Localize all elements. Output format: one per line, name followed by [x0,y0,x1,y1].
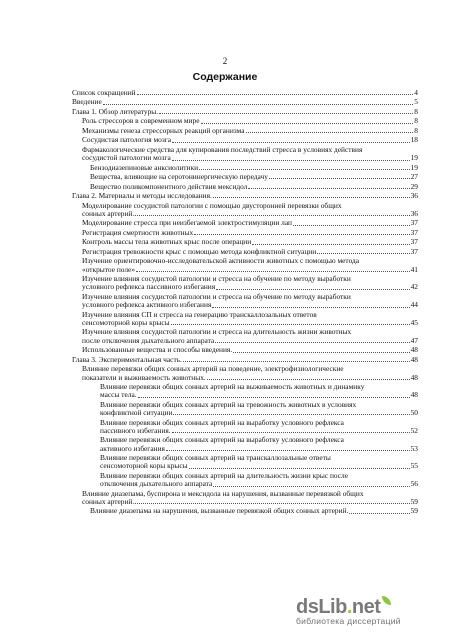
toc-entry[interactable] [72,238,418,246]
leader-dots [269,178,410,179]
table-of-contents [72,89,418,517]
leader-dots [173,414,409,415]
toc-entry[interactable] [72,401,418,418]
toc-page-number: 8 [414,125,418,135]
leader-dots [207,379,410,380]
toc-entry[interactable] [72,419,418,436]
toc-page-number: 59 [410,496,418,506]
leader-dots [189,468,410,469]
toc-page-number: 19 [410,153,418,163]
toc-entry-line: Влияние перевязки общих сонных артерий на длительность жизни крыс после [100,470,349,480]
toc-page-number: 48 [410,390,418,400]
leader-dots [213,197,410,198]
toc-entry-text: Глава 1. Обзор литературы. [72,107,159,116]
toc-entry-text: Вещества, влияющие на серотонинергическую передачу [90,173,268,182]
leader-dots [137,94,414,95]
toc-entry-line: Изучение влияния сосудистой патологии и стресса на обучение по методу выработки [82,291,351,301]
watermark-subtitle: библиотека диссертаций [296,616,401,626]
leader-dots [252,244,409,245]
leader-dots [138,397,410,398]
leader-dots [172,160,410,161]
toc-entry-line: Влияние перевязки общих сонных артерий на выработку условного рефлекса [100,417,344,427]
toc-entry-text: Введение [72,98,102,107]
toc-entry[interactable] [72,275,418,292]
toc-entry[interactable] [72,202,418,219]
toc-entry-line: Влияние перевязки общих сонных артерий на поведение, электрофизиологические [82,364,344,374]
toc-entry[interactable] [72,311,418,328]
toc-entry[interactable] [72,173,418,181]
toc-entry-text: показатели и выживаемость животных. [82,373,206,382]
toc-entry-text: конфликтной ситуации [100,409,173,418]
toc-entry[interactable] [72,98,418,106]
toc-entry-text: Вещество поликомпонентного действия мексидол [90,182,248,191]
toc-entry-text: сосудистой патологии мозга [82,154,171,163]
toc-entry[interactable] [72,248,418,256]
toc-entry-line: Фармакологические средства для купирования последствий стресса в условиях действия [82,144,363,154]
toc-entry-text: сенсомоторной коры крысы [100,462,188,471]
toc-entry[interactable] [72,219,418,227]
toc-entry-text: Контроль массы тела животных крыс после операции [82,238,252,247]
toc-page-number: 18 [410,135,418,145]
toc-entry-text: сонных артерий. [82,497,135,506]
toc-entry[interactable] [72,436,418,453]
leader-dots [199,169,410,170]
toc-entry-text: условного рефлекса пассивного избегания [82,283,216,292]
leader-dots [213,486,409,487]
leader-dots [233,352,409,353]
toc-entry-line: Изучение влияния СП и стресса на генерацию транскаллозальных ответов [82,309,317,319]
toc-page-number: 44 [410,300,418,310]
toc-page-number: 37 [410,218,418,228]
toc-page-number: 42 [410,282,418,292]
toc-page-number: 36 [410,191,418,201]
toc-entry-text: массы тела. [100,391,137,400]
leader-dots [246,132,414,133]
toc-entry-text: активного избегания [100,444,165,453]
leader-dots [215,342,409,343]
toc-page-number: 52 [410,425,418,435]
toc-entry-line: Влияние перевязки общих сонных артерий на транскаллозальные ответы [100,453,331,463]
page-title: Содержание [192,71,258,83]
toc-entry[interactable] [72,346,418,354]
toc-page-number: 37 [410,246,418,256]
leader-dots [135,215,409,216]
toc-entry-line: Влияние перевязки общих сонных артерий на выработку условного рефлекса [100,435,344,445]
toc-entry-text: Список сокращений [72,89,136,97]
toc-entry-line: Моделирование сосудистой патологии с помощью двусторонней перевязки общих [82,200,342,210]
leader-dots [212,307,409,308]
leader-dots [135,503,409,504]
toc-page-number: 8 [414,116,418,126]
toc-page-number: 5 [414,97,418,107]
leader-dots [103,104,414,105]
toc-entry[interactable] [72,229,418,237]
toc-page-number: 45 [410,317,418,327]
toc-entry-text: после отключения дыхательного аппарата [82,336,215,345]
toc-page-number: 59 [410,506,418,516]
toc-entry[interactable] [72,192,418,200]
leader-dots [172,432,410,433]
toc-entry[interactable] [72,146,418,163]
leader-dots [317,253,409,254]
toc-entry-text: Глава 2. Материалы и методы исследования. [72,192,212,201]
toc-entry-line: Влияние перевязки общих сонных артерий на тревожность животных в условиях [100,399,357,409]
toc-page-number: 27 [410,172,418,182]
toc-entry-text: сонных артерий. [82,209,135,218]
toc-entry[interactable] [72,490,418,507]
toc-entry[interactable] [72,454,418,471]
toc-page-number: 29 [410,181,418,191]
leader-dots [349,513,409,514]
leader-dots [172,142,410,143]
toc-page-number: 55 [410,461,418,471]
toc-entry-text: Глава 3. Экспериментальная часть. [72,355,182,364]
toc-page-number: 37 [410,237,418,247]
toc-entry-text: сенсомоторной коры крысы [82,318,170,327]
toc-page-number: 56 [410,479,418,489]
leaf-icon [382,596,391,605]
leader-dots [194,234,409,235]
leader-dots [183,361,410,362]
toc-page-number: 36 [410,208,418,218]
toc-page-number: 8 [414,106,418,116]
toc-entry[interactable] [72,127,418,135]
toc-entry-line: Изучение влияния сосудистой патологии и стресса на длительность жизни животных [82,327,352,337]
toc-entry[interactable] [72,183,418,191]
toc-page-number: 41 [410,264,418,274]
toc-entry[interactable] [72,164,418,172]
toc-entry-text: «открытое поле» [82,265,136,274]
toc-entry-line: Изучение влияния сосудистой патологии и стресса на обучение по методу выработки [82,274,351,284]
leader-dots [166,450,410,451]
toc-entry[interactable] [72,328,418,345]
toc-entry-line: Влияние диазепама, буспирона и мексидола на нарушения, вызванные перевязкой общих [82,488,364,498]
toc-entry-text: Моделирование стресса при неизбегаемой электростимуляции лап [82,219,293,228]
toc-entry[interactable] [72,117,418,125]
toc-page-number: 47 [410,335,418,345]
leader-dots [159,113,413,114]
toc-entry-text: Механизмы генеза стрессорных реакций организма [82,126,245,135]
toc-entry-text: Роль стрессоров в современном мире [82,117,200,126]
leader-dots [201,123,414,124]
toc-page-number: 48 [410,345,418,355]
toc-page-number: 19 [410,162,418,172]
toc-entry-text: отключения дыхательного аппарата [100,480,213,489]
watermark-logo: dsLib.net [296,596,446,619]
toc-entry-text: Использованные вещества и способы введения. [82,346,233,355]
toc-entry[interactable] [72,472,418,489]
leader-dots [293,225,410,226]
toc-entry-text: Регистрация тревожности крыс с помощью метода конфликтной ситуации [82,247,317,256]
leader-dots [216,289,409,290]
toc-entry-text: пассивного избегания. [100,426,171,435]
toc-entry[interactable] [72,356,418,364]
toc-entry-line: Влияние перевязки общих сонных артерий на выживаемость животных и динамику [100,382,365,391]
leader-dots [136,271,410,272]
page-number: 2 [222,56,228,66]
toc-page-number: 53 [410,443,418,453]
toc-page-number: 37 [410,227,418,237]
toc-page-number: 50 [410,408,418,418]
toc-entry-text: Влияние диазепама на нарушения, вызванные перевязкой общих сонных артерий. [90,507,349,516]
toc-entry[interactable] [72,108,418,116]
toc-entry-text: Бензодиазепиновые анксиолитики [90,163,199,172]
toc-entry-line: Изучение ориентировочно-исследовательской активности животных с помощью метода [82,256,360,266]
toc-page-number: 48 [410,354,418,364]
toc-entry[interactable] [72,293,418,310]
toc-entry[interactable] [72,257,418,274]
toc-entry[interactable] [72,136,418,144]
toc-entry-text: Сосудистая патология мозга [82,136,172,145]
toc-entry[interactable] [72,89,418,97]
toc-entry[interactable] [72,365,418,382]
toc-entry[interactable] [72,383,418,400]
toc-page-number: 48 [410,372,418,382]
toc-entry[interactable] [72,507,418,515]
toc-entry-text: условного рефлекса активного избегания [82,301,212,310]
dslib-watermark[interactable] [296,596,446,636]
toc-page-number: 4 [414,88,418,97]
leader-dots [248,188,409,189]
toc-entry-text: Регистрация смертности животных [82,228,194,237]
leader-dots [171,324,410,325]
